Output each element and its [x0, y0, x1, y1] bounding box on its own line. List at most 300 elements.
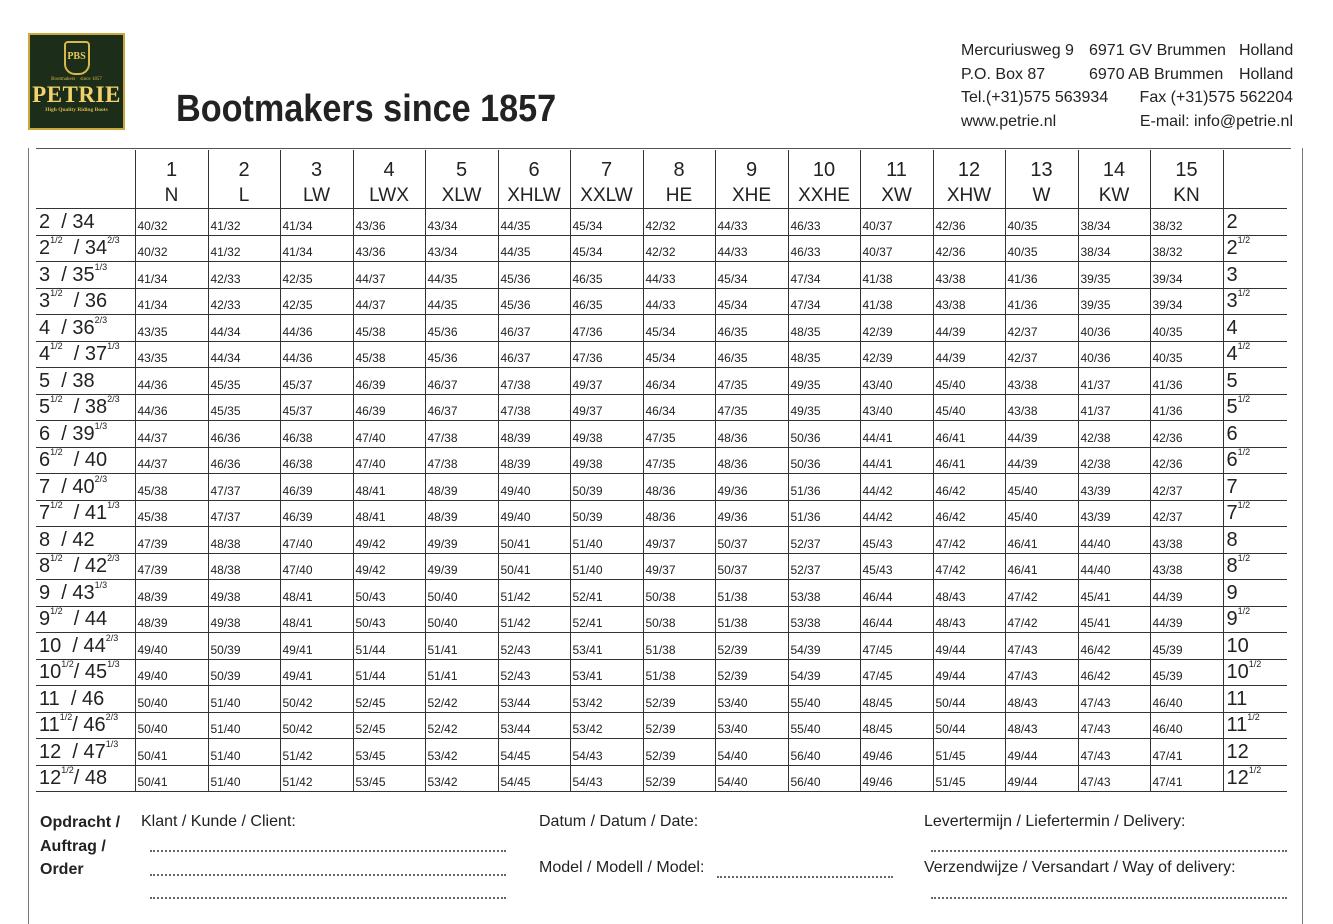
column-number: 2 — [238, 159, 250, 181]
table-cell: 47/45 — [860, 659, 933, 686]
uk-size-right-fraction: 1/2 — [1237, 394, 1251, 404]
table-cell: 45/41 — [1078, 580, 1150, 607]
table-row — [36, 765, 1287, 792]
size-separator: / — [50, 581, 73, 604]
table-row — [36, 606, 1287, 633]
column-number: 3 — [310, 159, 323, 181]
table-cell: 45/36 — [498, 288, 570, 315]
table-cell: 46/38 — [280, 447, 353, 474]
table-row — [36, 474, 1287, 501]
table-cell: 50/36 — [788, 421, 860, 448]
size-separator: / — [59, 687, 82, 710]
uk-size: 6 — [39, 422, 51, 445]
uk-size-right: 3 — [1226, 263, 1238, 286]
eu-size-fraction: 1/3 — [107, 500, 120, 510]
table-cell: 45/34 — [570, 209, 643, 236]
table-cell: 51/41 — [425, 659, 498, 686]
size-separator: / — [50, 316, 73, 339]
table-cell: 47/43 — [1078, 765, 1150, 792]
table-cell: 53/41 — [570, 659, 643, 686]
table-cell: 43/38 — [1150, 553, 1223, 580]
table-cell: 46/40 — [1150, 686, 1223, 713]
row-size-label — [36, 421, 135, 448]
column-header — [1150, 150, 1223, 209]
uk-size-right: 8 — [1226, 528, 1238, 551]
table-cell: 47/43 — [1005, 633, 1078, 660]
table-cell: 49/44 — [933, 659, 1005, 686]
table-cell: 45/40 — [933, 394, 1005, 421]
eu-size: 47 — [83, 740, 106, 763]
table-cell: 42/37 — [1005, 341, 1078, 368]
table-cell: 42/36 — [1150, 421, 1223, 448]
table-cell: 44/42 — [860, 474, 933, 501]
column-code: XXLW — [580, 185, 633, 206]
column-header — [860, 150, 933, 209]
uk-size-right: 6 — [1226, 422, 1238, 445]
table-cell: 51/38 — [643, 659, 715, 686]
column-header — [498, 150, 570, 209]
row-size-label — [36, 580, 135, 607]
uk-size-right: 5 — [1226, 396, 1238, 418]
uk-size-right: 8 — [1226, 555, 1238, 577]
eu-size: 46 — [82, 687, 105, 710]
eu-size: 44 — [84, 608, 108, 630]
table-cell: 44/33 — [715, 209, 788, 236]
table-cell: 41/36 — [1150, 368, 1223, 395]
table-cell: 45/43 — [860, 527, 933, 554]
column-header — [208, 150, 280, 209]
table-cell: 48/43 — [1005, 712, 1078, 739]
table-cell: 46/37 — [425, 368, 498, 395]
table-cell: 46/35 — [570, 288, 643, 315]
table-cell: 48/39 — [135, 606, 208, 633]
row-size-right — [1223, 262, 1287, 289]
uk-size-right-fraction: 1/2 — [1237, 553, 1251, 563]
shipping-label: Verzendwijze / Versandart / Way of delivery: — [924, 859, 1236, 876]
table-cell: 49/42 — [353, 527, 425, 554]
uk-size-fraction: 1/2 — [50, 394, 63, 404]
table-cell: 45/37 — [280, 368, 353, 395]
table-cell: 46/41 — [1005, 527, 1078, 554]
table-cell: 54/39 — [788, 633, 860, 660]
column-header — [715, 150, 788, 209]
table-cell: 47/38 — [425, 447, 498, 474]
row-size-right — [1223, 341, 1287, 368]
table-cell: 52/39 — [643, 765, 715, 792]
table-cell: 47/37 — [208, 474, 280, 501]
table-row — [36, 421, 1287, 448]
table-cell: 49/38 — [208, 606, 280, 633]
table-cell: 44/39 — [1150, 580, 1223, 607]
table-cell: 50/39 — [570, 500, 643, 527]
table-cell: 48/41 — [280, 580, 353, 607]
table-cell: 50/44 — [933, 686, 1005, 713]
table-cell: 44/39 — [1005, 421, 1078, 448]
table-cell: 48/39 — [498, 447, 570, 474]
eu-size-fraction: 1/3 — [94, 579, 108, 590]
size-separator: / — [50, 210, 73, 233]
eu-size: 37 — [84, 343, 108, 365]
table-cell: 45/39 — [1150, 659, 1223, 686]
uk-size: 12 — [39, 767, 62, 789]
row-size-right — [1223, 447, 1287, 474]
table-cell: 51/40 — [208, 739, 280, 766]
table-cell: 46/34 — [643, 394, 715, 421]
table-cell: 52/41 — [570, 580, 643, 607]
table-cell: 50/41 — [498, 527, 570, 554]
table-cell: 47/43 — [1078, 739, 1150, 766]
table-cell: 38/32 — [1150, 235, 1223, 262]
table-cell: 47/38 — [425, 421, 498, 448]
table-cell: 41/36 — [1005, 262, 1078, 289]
uk-size: 4 — [39, 343, 51, 365]
row-size-label — [36, 659, 135, 686]
table-cell: 48/39 — [498, 421, 570, 448]
table-cell: 47/37 — [208, 500, 280, 527]
table-cell: 40/35 — [1005, 209, 1078, 236]
table-cell: 46/39 — [280, 500, 353, 527]
table-cell: 50/38 — [643, 606, 715, 633]
table-cell: 46/35 — [570, 262, 643, 289]
column-number: 6 — [528, 159, 540, 181]
uk-size-right-fraction: 1/2 — [1237, 447, 1251, 457]
table-cell: 50/43 — [353, 580, 425, 607]
uk-size-fraction: 1/2 — [61, 765, 74, 775]
uk-size-right: 9 — [1226, 608, 1238, 630]
row-size-label — [36, 765, 135, 792]
table-cell: 44/40 — [1078, 553, 1150, 580]
table-cell: 53/42 — [425, 739, 498, 766]
table-cell: 49/37 — [643, 553, 715, 580]
table-cell: 51/40 — [570, 527, 643, 554]
table-cell: 44/35 — [498, 235, 570, 262]
table-cell: 51/45 — [933, 765, 1005, 792]
column-header — [643, 150, 715, 209]
eu-size-fraction: 2/3 — [107, 235, 120, 245]
table-cell: 51/38 — [715, 580, 788, 607]
row-size-right — [1223, 209, 1287, 236]
table-cell: 46/37 — [498, 315, 570, 342]
row-size-right — [1223, 474, 1287, 501]
crest-icon: PBS — [64, 41, 90, 75]
table-cell: 45/37 — [280, 394, 353, 421]
table-cell: 42/39 — [860, 341, 933, 368]
table-cell: 47/38 — [498, 394, 570, 421]
eu-size: 38 — [72, 369, 95, 392]
table-top-rule — [36, 148, 1291, 149]
table-cell: 45/36 — [425, 341, 498, 368]
table-cell: 44/39 — [1150, 606, 1223, 633]
table-cell: 46/41 — [933, 421, 1005, 448]
table-cell: 53/42 — [425, 765, 498, 792]
table-cell: 44/33 — [643, 288, 715, 315]
table-cell: 48/36 — [715, 447, 788, 474]
eu-size: 36 — [72, 316, 95, 339]
contact-fax-email-col: Fax (+31)575 562204 E-mail: info@petrie.nl — [1139, 89, 1293, 130]
table-row — [36, 527, 1287, 554]
table-cell: 41/32 — [208, 209, 280, 236]
table-cell: 49/41 — [280, 633, 353, 660]
column-code: XHLW — [507, 185, 561, 206]
table-cell: 52/45 — [353, 712, 425, 739]
table-cell: 49/36 — [715, 500, 788, 527]
table-cell: 42/36 — [1150, 447, 1223, 474]
eu-size: 42 — [72, 528, 95, 551]
table-cell: 45/43 — [860, 553, 933, 580]
table-cell: 40/35 — [1005, 235, 1078, 262]
table-cell: 52/39 — [643, 739, 715, 766]
table-cell: 44/33 — [643, 262, 715, 289]
column-code: XHE — [731, 185, 772, 206]
column-number: 12 — [957, 159, 981, 181]
table-cell: 48/41 — [353, 474, 425, 501]
table-cell: 49/37 — [643, 527, 715, 554]
table-cell: 43/38 — [933, 262, 1005, 289]
table-header-row — [36, 150, 1287, 209]
table-cell: 53/40 — [715, 712, 788, 739]
table-cell: 48/43 — [933, 580, 1005, 607]
column-number: 14 — [1102, 159, 1126, 181]
table-cell: 42/32 — [643, 235, 715, 262]
table-cell: 38/32 — [1150, 209, 1223, 236]
table-cell: 52/39 — [715, 633, 788, 660]
size-separator: / — [62, 237, 85, 259]
table-cell: 47/41 — [1150, 765, 1223, 792]
size-separator: / — [62, 449, 85, 471]
table-cell: 45/34 — [715, 262, 788, 289]
table-cell: 47/43 — [1005, 659, 1078, 686]
table-cell: 42/36 — [933, 209, 1005, 236]
uk-size-fraction: 1/2 — [50, 553, 63, 563]
table-cell: 47/40 — [280, 527, 353, 554]
row-size-label — [36, 262, 135, 289]
uk-size-fraction: 1/2 — [50, 500, 63, 510]
table-cell: 43/38 — [1005, 394, 1078, 421]
table-cell: 46/44 — [860, 580, 933, 607]
table-cell: 51/45 — [933, 739, 1005, 766]
table-cell: 51/40 — [570, 553, 643, 580]
size-separator: / — [72, 714, 84, 736]
table-cell: 44/36 — [280, 315, 353, 342]
client-line-2[interactable] — [150, 874, 506, 876]
column-number: 13 — [1030, 159, 1053, 181]
column-number: 10 — [812, 159, 836, 181]
table-cell: 44/37 — [135, 447, 208, 474]
column-header — [1005, 150, 1078, 209]
table-cell: 45/40 — [1005, 474, 1078, 501]
table-cell: 50/37 — [715, 553, 788, 580]
table-cell: 44/41 — [860, 421, 933, 448]
eu-size: 48 — [84, 767, 108, 789]
delivery-term-line[interactable] — [931, 850, 1287, 852]
eu-size: 39 — [72, 422, 95, 445]
table-cell: 50/41 — [498, 553, 570, 580]
row-size-right — [1223, 368, 1287, 395]
uk-size: 12 — [39, 740, 62, 763]
size-separator: / — [50, 422, 73, 445]
column-code: LW — [302, 185, 331, 206]
table-cell: 51/42 — [280, 765, 353, 792]
table-cell: 42/35 — [280, 262, 353, 289]
row-size-right — [1223, 686, 1287, 713]
uk-size: 11 — [39, 714, 60, 736]
row-size-right — [1223, 527, 1287, 554]
size-chart-table — [36, 150, 1287, 792]
table-row — [36, 315, 1287, 342]
row-size-right — [1223, 500, 1287, 527]
table-cell: 49/38 — [570, 447, 643, 474]
table-cell: 41/37 — [1078, 368, 1150, 395]
table-cell: 41/36 — [1150, 394, 1223, 421]
uk-size-right: 5 — [1226, 369, 1238, 392]
uk-size: 9 — [39, 581, 51, 604]
eu-size: 41 — [84, 502, 108, 524]
table-cell: 55/40 — [788, 686, 860, 713]
column-code: XXHE — [798, 185, 850, 206]
logo-brand: PETRIE — [32, 82, 121, 107]
table-cell: 39/35 — [1078, 262, 1150, 289]
table-cell: 42/39 — [860, 315, 933, 342]
table-cell: 51/38 — [715, 606, 788, 633]
size-separator: / — [61, 634, 84, 657]
shipping-line[interactable] — [931, 897, 1287, 899]
eu-size-fraction: 1/3 — [94, 261, 108, 272]
table-cell: 46/41 — [933, 447, 1005, 474]
table-cell: 43/34 — [425, 209, 498, 236]
table-cell: 49/44 — [1005, 765, 1078, 792]
uk-size-right-fraction: 1/2 — [1248, 659, 1262, 669]
size-separator: / — [50, 528, 73, 551]
table-cell: 39/34 — [1150, 288, 1223, 315]
table-cell: 44/35 — [425, 262, 498, 289]
table-cell: 44/34 — [208, 341, 280, 368]
table-cell: 48/36 — [715, 421, 788, 448]
eu-size-fraction: 2/3 — [94, 314, 108, 325]
column-number: 15 — [1175, 159, 1198, 181]
table-cell: 46/36 — [208, 447, 280, 474]
client-line-1[interactable] — [150, 850, 506, 852]
eu-size: 35 — [72, 263, 95, 286]
row-size-label — [36, 235, 135, 262]
table-cell: 45/34 — [643, 315, 715, 342]
table-cell: 42/35 — [280, 288, 353, 315]
uk-size-right-fraction: 1/2 — [1247, 712, 1260, 722]
table-cell: 45/38 — [135, 500, 208, 527]
size-separator: / — [62, 555, 85, 577]
table-cell: 44/42 — [860, 500, 933, 527]
uk-size-right: 6 — [1226, 449, 1238, 471]
size-separator: / — [62, 290, 85, 312]
table-cell: 42/38 — [1078, 421, 1150, 448]
size-separator: / — [73, 661, 85, 683]
table-row — [36, 633, 1287, 660]
row-size-label — [36, 553, 135, 580]
table-cell: 45/34 — [570, 235, 643, 262]
column-header — [135, 150, 208, 209]
table-cell: 53/40 — [715, 686, 788, 713]
table-cell: 51/42 — [498, 580, 570, 607]
column-number: 4 — [383, 159, 395, 181]
row-size-right — [1223, 739, 1287, 766]
size-separator: / — [62, 608, 85, 630]
table-cell: 39/34 — [1150, 262, 1223, 289]
client-label: Klant / Kunde / Client: — [141, 813, 296, 830]
table-cell: 44/35 — [498, 209, 570, 236]
column-code: KW — [1098, 185, 1130, 206]
uk-size-right: 7 — [1226, 502, 1238, 524]
row-size-right — [1223, 765, 1287, 792]
table-cell: 41/34 — [135, 262, 208, 289]
table-cell: 49/36 — [715, 474, 788, 501]
table-cell: 48/39 — [135, 580, 208, 607]
table-cell: 47/38 — [498, 368, 570, 395]
table-row — [36, 394, 1287, 421]
left-border — [28, 148, 29, 924]
table-cell: 46/42 — [933, 500, 1005, 527]
uk-size: 8 — [39, 555, 51, 577]
client-line-3[interactable] — [150, 897, 506, 899]
table-cell: 46/35 — [715, 315, 788, 342]
table-cell: 49/35 — [788, 394, 860, 421]
table-cell: 47/36 — [570, 315, 643, 342]
row-size-label — [36, 368, 135, 395]
table-cell: 52/42 — [425, 686, 498, 713]
table-cell: 46/39 — [353, 368, 425, 395]
table-cell: 48/43 — [1005, 686, 1078, 713]
uk-size-right: 9 — [1226, 581, 1238, 604]
uk-size: 10 — [39, 661, 62, 683]
table-cell: 51/40 — [208, 765, 280, 792]
uk-size: 7 — [39, 502, 51, 524]
table-cell: 42/37 — [1005, 315, 1078, 342]
table-cell: 40/36 — [1078, 341, 1150, 368]
table-row — [36, 553, 1287, 580]
table-cell: 46/42 — [1078, 633, 1150, 660]
table-cell: 44/37 — [135, 421, 208, 448]
table-cell: 47/34 — [788, 288, 860, 315]
table-cell: 50/44 — [933, 712, 1005, 739]
uk-size-right: 10 — [1226, 661, 1249, 683]
table-cell: 41/34 — [135, 288, 208, 315]
table-cell: 53/44 — [498, 686, 570, 713]
column-code: HE — [665, 185, 693, 206]
table-cell: 48/43 — [933, 606, 1005, 633]
uk-size: 5 — [39, 369, 51, 392]
contact-country-col: Holland Holland — [1239, 42, 1294, 83]
model-line[interactable] — [717, 876, 893, 878]
table-cell: 43/36 — [353, 209, 425, 236]
column-header — [280, 150, 353, 209]
table-cell: 47/40 — [353, 447, 425, 474]
column-header — [353, 150, 425, 209]
table-cell: 54/40 — [715, 739, 788, 766]
table-cell: 47/34 — [788, 262, 860, 289]
table-row — [36, 341, 1287, 368]
table-cell: 50/36 — [788, 447, 860, 474]
table-cell: 48/36 — [643, 500, 715, 527]
logo-small-text: Bootmakers since 1857 — [51, 77, 102, 82]
row-size-right — [1223, 659, 1287, 686]
row-size-right — [1223, 633, 1287, 660]
row-size-right — [1223, 315, 1287, 342]
column-code: KN — [1173, 185, 1200, 206]
column-code: W — [1032, 185, 1051, 206]
table-cell: 50/42 — [280, 686, 353, 713]
uk-size-fraction: 1/2 — [50, 235, 63, 245]
size-separator: / — [50, 263, 73, 286]
table-cell: 50/39 — [570, 474, 643, 501]
column-code: XW — [881, 185, 912, 206]
